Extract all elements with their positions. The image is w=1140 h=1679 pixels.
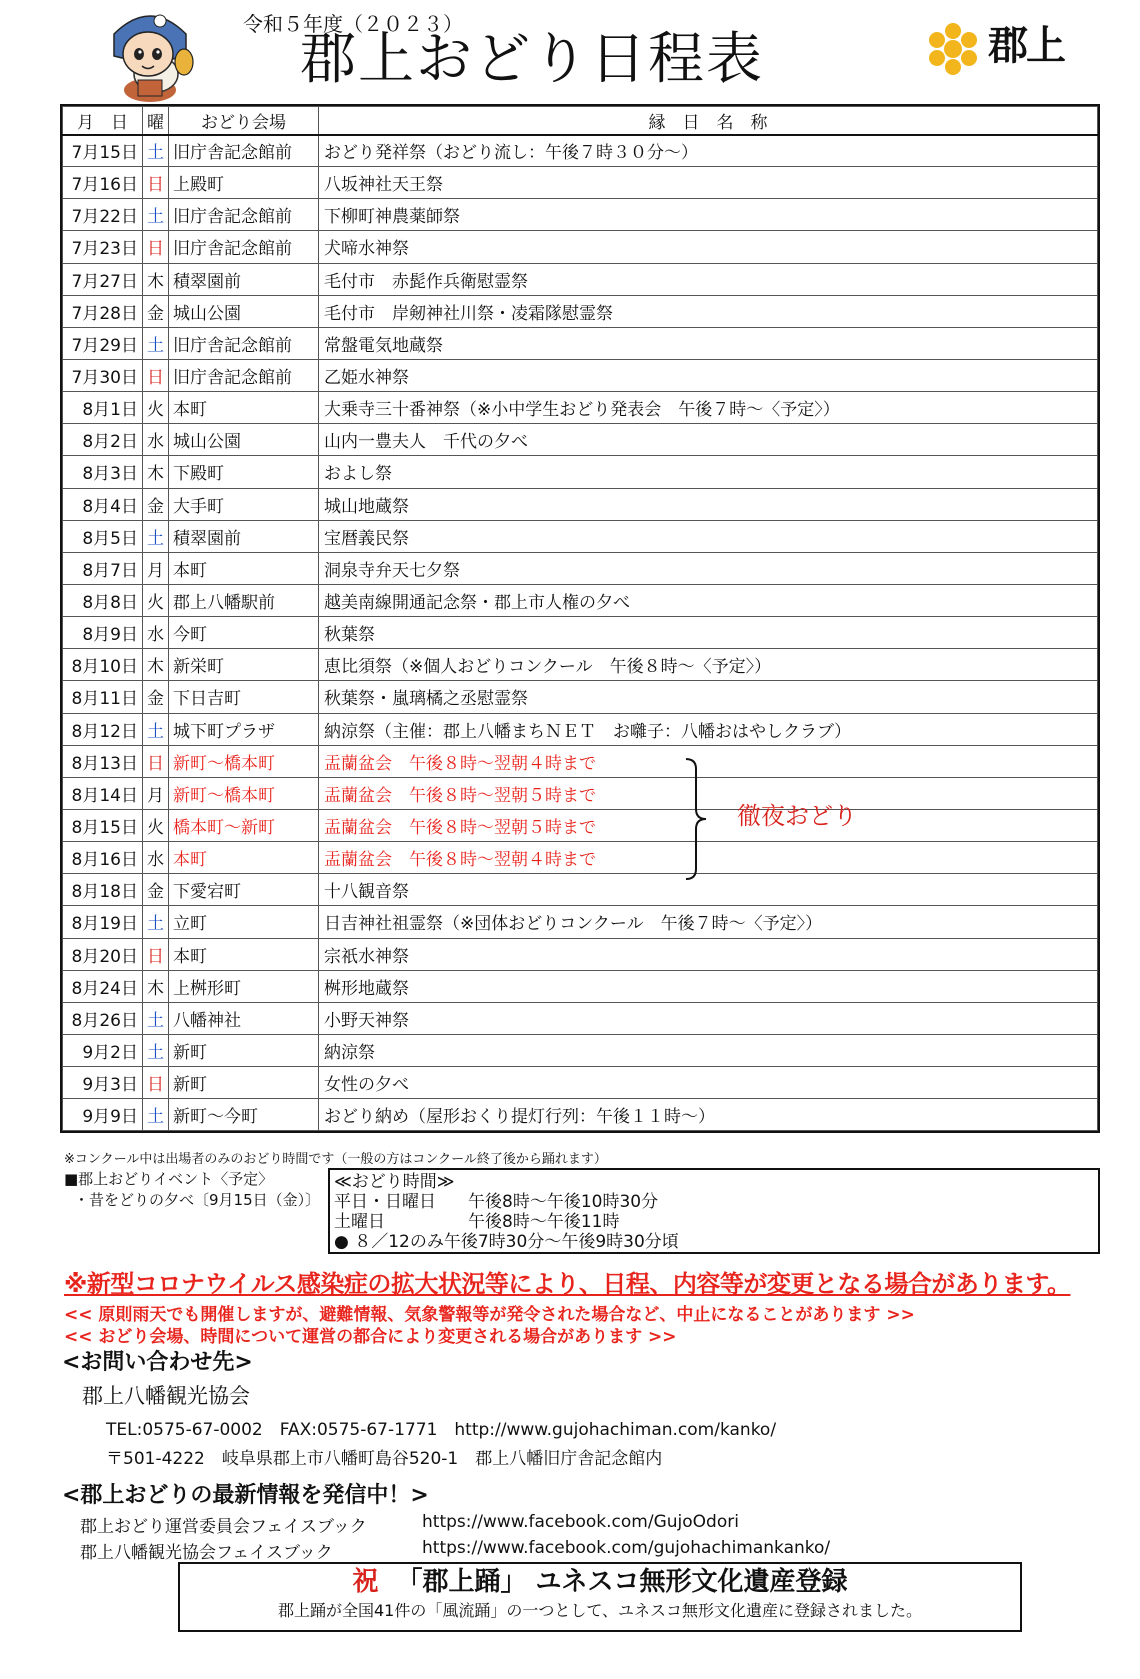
table-row [63,745,1098,777]
weekday-cell: 日 [143,167,169,199]
saturday-time: 午後8時〜午後11時 [468,1212,620,1232]
table-row [63,1067,1098,1099]
weekday-cell: 土 [143,327,169,359]
festival-cell: 洞泉寺弁天七夕祭 [319,552,1098,584]
venue-cell: 積翠園前 [169,263,319,295]
festival-cell: 城山地蔵祭 [319,488,1098,520]
all-night-dance-label: 徹夜おどり [737,802,857,830]
festival-cell: 毛付市 赤髭作兵衛慰霊祭 [319,263,1098,295]
date-cell: 8月12日 [63,713,143,745]
weekday-cell: 土 [143,135,169,167]
table-row [63,777,1098,809]
venue-cell: 下日吉町 [169,681,319,713]
festival-cell: 秋葉祭・嵐璃橘之丞慰霊祭 [319,681,1098,713]
dance-hours-title: ≪おどり時間≫ [334,1172,455,1192]
date-cell: 8月18日 [63,874,143,906]
weekday-cell: 日 [143,938,169,970]
venue-cell: 下愛宕町 [169,874,319,906]
weekday-cell: 日 [143,231,169,263]
table-row [63,649,1098,681]
weekday-cell: 木 [143,263,169,295]
venue-cell: 本町 [169,552,319,584]
contact-tel-fax-url: TEL:0575-67-0002 FAX:0575-67-1771 http://www.gujohachiman.com/kanko/ [106,1420,777,1440]
table-row [63,167,1098,199]
festival-cell: 下柳町神農薬師祭 [319,199,1098,231]
festival-cell: 盂蘭盆会 午後８時〜翌朝４時まで [319,745,1098,777]
date-cell: 8月8日 [63,584,143,616]
date-cell: 8月9日 [63,617,143,649]
date-cell: 8月1日 [63,392,143,424]
weekday-cell: 土 [143,1099,169,1131]
contact-organization: 郡上八幡観光協会 [82,1384,250,1408]
venue-cell: 城山公園 [169,295,319,327]
date-cell: 8月15日 [63,809,143,841]
venue-cell: 旧庁舎記念館前 [169,231,319,263]
festival-cell: 宝暦義民祭 [319,520,1098,552]
weekday-cell: 火 [143,584,169,616]
table-row [63,713,1098,745]
table-row [63,359,1098,391]
gujo-logo [918,18,1078,80]
festival-cell: 越美南線開通記念祭・郡上市人権の夕べ [319,584,1098,616]
festival-cell: 宗祇水神祭 [319,938,1098,970]
weekday-label: 平日・日曜日 [334,1192,436,1212]
date-cell: 7月15日 [63,135,143,167]
venue-cell: 城下町プラザ [169,713,319,745]
venue-cell: 旧庁舎記念館前 [169,135,319,167]
contact-address: 〒501-4222 岐阜県郡上市八幡町島谷520-1 郡上八幡旧庁舎記念館内 [106,1449,663,1469]
weekday-cell: 水 [143,424,169,456]
table-row [63,199,1098,231]
festival-cell: 桝形地蔵祭 [319,970,1098,1002]
weekday-cell: 金 [143,874,169,906]
date-cell: 8月10日 [63,649,143,681]
weekday-cell: 土 [143,906,169,938]
weekday-cell: 土 [143,1034,169,1066]
unesco-title-text: 「郡上踊」 ユネスコ無形文化遺産登録 [396,1567,848,1597]
venue-cell: 新栄町 [169,649,319,681]
date-cell: 8月19日 [63,906,143,938]
venue-cell: 八幡神社 [169,1002,319,1034]
weekday-cell: 火 [143,392,169,424]
weekday-cell: 金 [143,488,169,520]
facebook-link-odori[interactable]: https://www.facebook.com/GujoOdori [422,1512,739,1532]
festival-cell: 小野天神祭 [319,1002,1098,1034]
festival-cell: 女性の夕べ [319,1067,1098,1099]
hours-row-weekday [334,1192,1098,1212]
weekday-cell: 日 [143,745,169,777]
date-cell: 8月14日 [63,777,143,809]
date-cell: 8月5日 [63,520,143,552]
table-row [63,263,1098,295]
unesco-box [178,1562,1022,1632]
festival-cell: おどり発祥祭（おどり流し：午後７時３０分〜） [319,135,1098,167]
venue-cell: 旧庁舎記念館前 [169,359,319,391]
column-header-venue: おどり会場 [169,107,319,135]
festival-cell: およし祭 [319,456,1098,488]
weekday-cell: 火 [143,809,169,841]
festival-cell: 盂蘭盆会 午後８時〜翌朝５時まで [319,777,1098,809]
table-row [63,809,1098,841]
venue-cell: 郡上八幡駅前 [169,584,319,616]
date-cell: 8月7日 [63,552,143,584]
venue-cell: 本町 [169,938,319,970]
covid-alert: ※新型コロナウイルス感染症の拡大状況等により、日程、内容等が変更となる場合があります。 [64,1270,1071,1298]
festival-cell: 恵比須祭（※個人おどりコンクール 午後８時〜〈予定〉） [319,649,1098,681]
festival-cell: 山内一豊夫人 千代の夕べ [319,424,1098,456]
venue-cell: 新町 [169,1034,319,1066]
weekday-cell: 金 [143,295,169,327]
table-row [63,135,1098,167]
date-cell: 8月20日 [63,938,143,970]
table-row [63,681,1098,713]
festival-cell: おどり納め（屋形おくり提灯行列：午後１１時〜） [319,1099,1098,1131]
venue-cell: 大手町 [169,488,319,520]
date-cell: 8月11日 [63,681,143,713]
facebook-link-kanko[interactable]: https://www.facebook.com/gujohachimankanko/ [422,1538,831,1558]
festival-cell: 日吉神社祖霊祭（※団体おどりコンクール 午後７時〜〈予定〉） [319,906,1098,938]
venue-cell: 上殿町 [169,167,319,199]
mascot-illustration [100,4,200,104]
table-header-row [63,107,1098,135]
facebook-label-odori: 郡上おどり運営委員会フェイスブック [80,1517,367,1537]
page-title: 郡上おどり日程表 [300,27,764,92]
table-row [63,617,1098,649]
weekday-time: 午後8時〜午後10時30分 [468,1192,659,1212]
weekday-cell: 土 [143,713,169,745]
festival-cell: 秋葉祭 [319,617,1098,649]
weekday-cell: 土 [143,520,169,552]
date-cell: 7月30日 [63,359,143,391]
festival-cell: 犬啼水神祭 [319,231,1098,263]
logo-text: 郡上 [988,23,1064,69]
table-row [63,488,1098,520]
column-header-festival: 縁 日 名 称 [319,107,1098,135]
date-cell: 8月2日 [63,424,143,456]
date-cell: 8月4日 [63,488,143,520]
venue-cell: 城山公園 [169,424,319,456]
weekday-cell: 月 [143,777,169,809]
fiscal-year-subtitle: 令和５年度（２０２３） [243,12,463,36]
date-cell: 8月16日 [63,842,143,874]
festival-cell: 盂蘭盆会 午後８時〜翌朝５時まで [319,809,1098,841]
table-row [63,938,1098,970]
event-heading: ■郡上おどりイベント〈予定〉 [64,1170,274,1188]
rain-notice: << 原則雨天でも開催しますが、避難情報、気象警報等が発令された場合など、中止になることがあります >> [64,1305,915,1325]
date-cell: 7月16日 [63,167,143,199]
dance-hours-box [328,1168,1100,1254]
date-cell: 8月13日 [63,745,143,777]
venue-cell: 本町 [169,392,319,424]
weekday-cell: 金 [143,681,169,713]
unesco-subtitle: 郡上踊が全国41件の「風流踊」の一つとして、ユネスコ無形文化遺産に登録されました。 [277,1600,923,1620]
date-cell: 9月2日 [63,1034,143,1066]
hours-row-saturday [334,1212,1098,1232]
date-cell: 7月28日 [63,295,143,327]
date-cell: 9月9日 [63,1099,143,1131]
festival-cell: 常盤電気地蔵祭 [319,327,1098,359]
venue-cell: 新町 [169,1067,319,1099]
table-row [63,970,1098,1002]
festival-cell: 納涼祭（主催：郡上八幡まちＮＥＴ お囃子：八幡おはやしクラブ） [319,713,1098,745]
festival-cell: 毛付市 岸剱神社川祭・凌霜隊慰霊祭 [319,295,1098,327]
date-cell: 7月22日 [63,199,143,231]
table-row [63,1002,1098,1034]
table-row [63,1099,1098,1131]
saturday-label: 土曜日 [334,1212,385,1232]
info-heading: <郡上おどりの最新情報を発信中！> [62,1483,429,1508]
table-row [63,906,1098,938]
unesco-title [180,1568,1020,1598]
festival-cell: 乙姫水神祭 [319,359,1098,391]
venue-change-notice: << おどり会場、時間について運営の都合により変更される場合があります >> [64,1327,677,1347]
weekday-cell: 水 [143,842,169,874]
date-cell: 8月24日 [63,970,143,1002]
date-cell: 7月27日 [63,263,143,295]
festival-cell: 十八観音祭 [319,874,1098,906]
weekday-cell: 水 [143,617,169,649]
festival-cell: 盂蘭盆会 午後８時〜翌朝４時まで [319,842,1098,874]
venue-cell: 上桝形町 [169,970,319,1002]
venue-cell: 積翠園前 [169,520,319,552]
contest-note: ※コンクール中は出場者のみのおどり時間です（一般の方はコンクール終了後から踊れます） [64,1152,607,1167]
table-row [63,552,1098,584]
venue-cell: 新町〜今町 [169,1099,319,1131]
venue-cell: 新町〜橋本町 [169,777,319,809]
date-cell: 7月29日 [63,327,143,359]
weekday-cell: 木 [143,456,169,488]
logo-emblem-icon [918,18,988,80]
date-cell: 8月3日 [63,456,143,488]
table-row [63,584,1098,616]
weekday-cell: 日 [143,359,169,391]
weekday-cell: 木 [143,970,169,1002]
venue-cell: 本町 [169,842,319,874]
weekday-cell: 日 [143,1067,169,1099]
table-row [63,1034,1098,1066]
venue-cell: 新町〜橋本町 [169,745,319,777]
table-row [63,392,1098,424]
date-cell: 9月3日 [63,1067,143,1099]
special-hours: ● ８／12のみ午後7時30分〜午後9時30分頃 [334,1232,679,1252]
table-row [63,231,1098,263]
date-cell: 7月23日 [63,231,143,263]
celebration-mark: 祝 [352,1567,379,1597]
all-night-bracket [684,757,710,881]
festival-cell: 大乗寺三十番神祭（※小中学生おどり発表会 午後７時〜〈予定〉） [319,392,1098,424]
table-row [63,456,1098,488]
festival-cell: 八坂神社天王祭 [319,167,1098,199]
column-header-weekday: 曜 [143,107,169,135]
weekday-cell: 土 [143,199,169,231]
table-row [63,874,1098,906]
festival-cell: 納涼祭 [319,1034,1098,1066]
table-row [63,295,1098,327]
venue-cell: 今町 [169,617,319,649]
date-cell: 8月26日 [63,1002,143,1034]
venue-cell: 旧庁舎記念館前 [169,327,319,359]
schedule-table [60,104,1100,1133]
venue-cell: 橋本町〜新町 [169,809,319,841]
facebook-label-kanko: 郡上八幡観光協会フェイスブック [80,1543,333,1563]
table-row [63,327,1098,359]
column-header-date: 月 日 [63,107,143,135]
venue-cell: 下殿町 [169,456,319,488]
table-row [63,842,1098,874]
venue-cell: 旧庁舎記念館前 [169,199,319,231]
contact-heading: <お問い合わせ先> [62,1350,253,1375]
weekday-cell: 月 [143,552,169,584]
weekday-cell: 土 [143,1002,169,1034]
venue-cell: 立町 [169,906,319,938]
table-row [63,424,1098,456]
event-item: ・昔をどりの夕べ〔9月15日（金）〕 [74,1191,321,1209]
weekday-cell: 木 [143,649,169,681]
table-row [63,520,1098,552]
